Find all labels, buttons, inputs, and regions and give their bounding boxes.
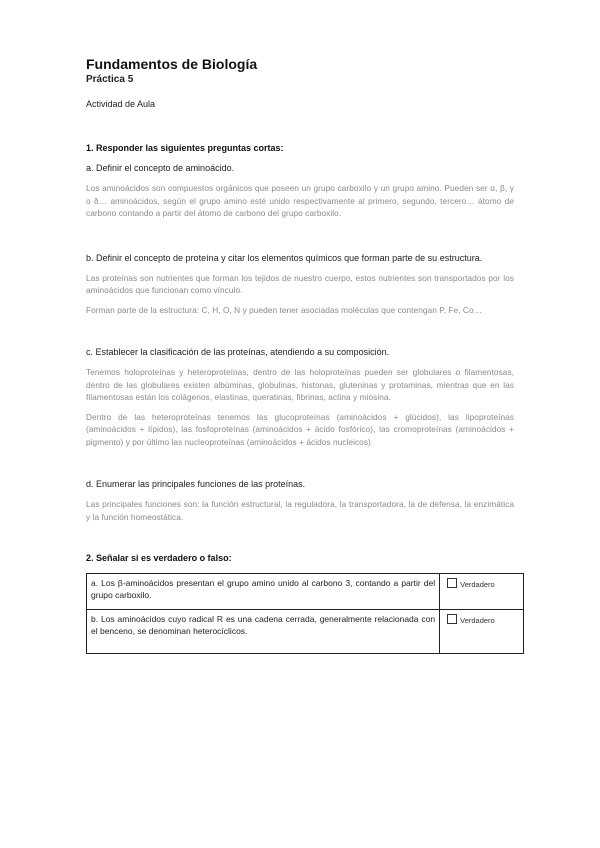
statement-a: a. Los β-aminoácidos presentan el grupo amino unido al carbono 3, contando a partir del grupo carboxilo. [87, 574, 440, 610]
table-row [87, 610, 524, 654]
true-false-table [86, 573, 524, 654]
verdadero-label-a: Verdadero [460, 580, 495, 589]
activity-label: Actividad de Aula [86, 99, 156, 109]
option-cell-a [440, 574, 524, 610]
verdadero-label-b: Verdadero [460, 616, 495, 625]
answer-c-2: Dentro de las heteroproteínas tenemos las glucoproteínas (aminoácidos + glúcidos), las lipoproteínas (aminoácidos + lípidos), las fosfoproteínas (aminoácidos + ácido fosfórico), las cromoproteínas (aminoácidos + pigmento) y por último las nucleoproteínas (aminoácidos + ácidos nucleicos) [86, 411, 514, 447]
practice-number: Práctica 5 [86, 74, 134, 85]
answer-a: Los aminoácidos son compuestos orgánicos que poseen un grupo carboxilo y un grupo amino. Pueden ser α, β, γ o δ… aminoácidos, según el grupo amino esté unido respectivamente al primero, segundo, tercero… átomo de carbono contando a partir del átomo de carbono del grupo carboxilo. [86, 183, 514, 218]
answer-c-1: Tenemos holoproteínas y heteroproteínas, dentro de las holoproteínas pueden ser globulares o filamentosas, dentro de las globulares existen albúminas, globulinas, histonas, gluteninas y protaminas, mientras que en las filamentosas están los colágenos, elastinas, queratinas, fibrinas, actina y miosina. [86, 367, 514, 402]
document-content [86, 56, 514, 654]
verdadero-checkbox-b[interactable] [447, 614, 457, 624]
question-d: d. Enumerar las principales funciones de las proteínas. [86, 479, 306, 489]
answer-b-2: Forman parte de la estructura: C, H, O, N y pueden tener asociadas moléculas que contengan P, Fe, Co… [86, 304, 482, 315]
table-row [87, 574, 524, 610]
question-b: b. Definir el concepto de proteína y citar los elementos químicos que forman parte de su estructura. [86, 252, 483, 263]
document-title: Fundamentos de Biología [86, 56, 258, 72]
statement-b: b. Los aminoácidos cuyo radical R es una cadena cerrada, generalmente relacionada con el benceno, se denominan heterocíclicos. [87, 610, 440, 654]
verdadero-checkbox-a[interactable] [447, 578, 457, 588]
section2-heading: 2. Señalar si es verdadero o falso: [86, 553, 232, 563]
question-c: c. Establecer la clasificación de las proteínas, atendiendo a su composición. [86, 347, 390, 357]
question-a: a. Definir el concepto de aminoácido. [86, 163, 235, 173]
answer-d: Las principales funciones son: la función estructural, la reguladora, la transportadora, la de defensa, la enzimática y la función homeostática. [86, 499, 514, 522]
option-cell-b [440, 610, 524, 654]
answer-b-1: Las proteínas son nutrientes que forman los tejidos de nuestro cuerpo, estos nutrientes son transportados por los aminoácidos que funcionan como vínculo. [86, 272, 514, 295]
section1-heading: 1. Responder las siguientes preguntas cortas: [86, 143, 284, 153]
